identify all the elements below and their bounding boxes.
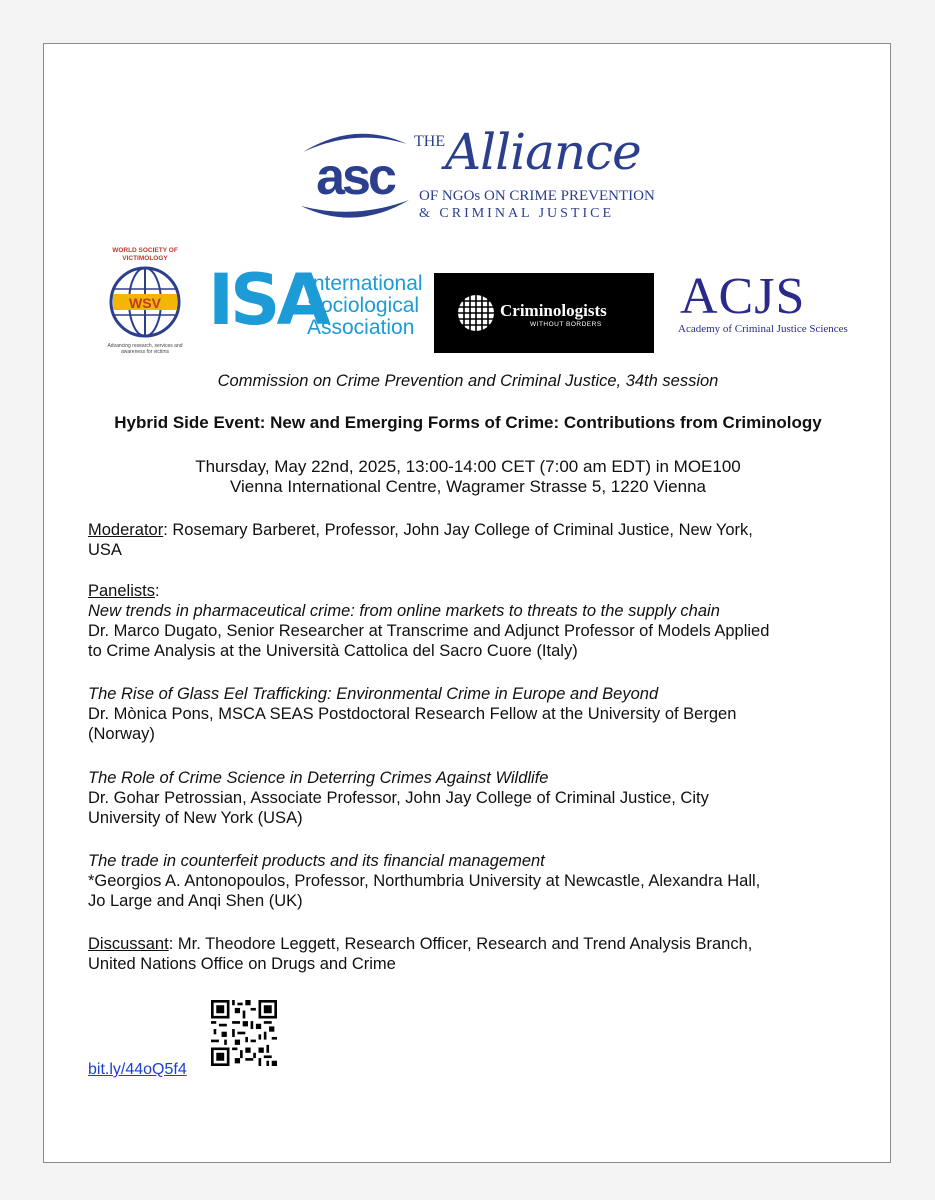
panel-item <box>88 601 858 661</box>
wsv-tagline2: awareness for victims <box>120 349 170 355</box>
isa-word3: Association <box>307 316 415 339</box>
commission-line: Commission on Crime Prevention and Criminal Justice, 34th session <box>217 372 719 390</box>
asc-the: THE <box>414 133 446 150</box>
asc-line2: & CRIMINAL JUSTICE <box>419 206 615 221</box>
asc-alliance: Alliance <box>445 123 641 181</box>
event-link[interactable]: bit.ly/44oQ5f4 <box>88 1061 187 1078</box>
panel-item <box>88 684 858 744</box>
panel-speaker: University of New York (USA) <box>88 809 303 827</box>
panel-topic: New trends in pharmaceutical crime: from online markets to threats to the supply chain <box>88 602 720 620</box>
wsv-name-line1: WORLD SOCIETY OF <box>112 247 178 254</box>
wsv-logo <box>106 247 184 369</box>
discussant-label: Discussant <box>88 935 169 953</box>
acjs-tagline: Academy of Criminal Justice Sciences <box>678 323 848 335</box>
panel-item <box>88 851 858 911</box>
asc-swoosh-icon <box>295 122 415 230</box>
venue-line: Vienna International Centre, Wagramer Strasse 5, 1220 Vienna <box>230 477 706 496</box>
panel-speaker: to Crime Analysis at the Università Cattolica del Sacro Cuore (Italy) <box>88 642 578 660</box>
panel-speaker: Dr. Marco Dugato, Senior Researcher at Transcrime and Adjunct Professor of Models Applied <box>88 622 770 640</box>
panel-speaker: *Georgios A. Antonopoulos, Professor, Northumbria University at Newcastle, Alexandra Hall, <box>88 872 761 890</box>
wsv-name-line2: VICTIMOLOGY <box>122 255 168 262</box>
discussant-text2: United Nations Office on Drugs and Crime <box>88 955 396 973</box>
panel-speaker: Dr. Mònica Pons, MSCA SEAS Postdoctoral Research Fellow at the University of Bergen <box>88 705 737 723</box>
qr-code-icon <box>211 1000 277 1066</box>
wsv-tagline1: Advancing research, services and <box>107 343 183 349</box>
date-line: Thursday, May 22nd, 2025, 13:00-14:00 CET (7:00 am EDT) in MOE100 <box>195 457 741 476</box>
cwb-logo <box>434 273 654 353</box>
cwb-subtitle: WITHOUT BORDERS <box>530 321 602 328</box>
panel-item <box>88 768 858 828</box>
asc-mark: asc <box>316 148 394 206</box>
isa-word1: International <box>307 272 423 295</box>
globe-grid-icon <box>456 293 496 333</box>
asc-line1: OF NGOs ON CRIME PREVENTION <box>419 188 655 204</box>
cwb-title: Criminologists <box>500 301 607 320</box>
panel-topic: The Role of Crime Science in Deterring Crimes Against Wildlife <box>88 769 549 787</box>
moderator-text: : Rosemary Barberet, Professor, John Jay College of Criminal Justice, New York, <box>163 521 753 539</box>
isa-word2: Sociological <box>307 294 420 317</box>
isa-initials: ISA <box>208 259 327 341</box>
panel-speaker: Dr. Gohar Petrossian, Associate Professor, John Jay College of Criminal Justice, City <box>88 789 709 807</box>
panel-topic: The trade in counterfeit products and its financial management <box>88 852 545 870</box>
panel-speaker: Jo Large and Anqi Shen (UK) <box>88 892 303 910</box>
panelists-label: Panelists <box>88 582 155 600</box>
event-title: Hybrid Side Event: New and Emerging Forms of Crime: Contributions from Criminology <box>114 413 822 432</box>
wsv-initials: WSV <box>129 295 161 311</box>
moderator-label: Moderator <box>88 521 164 539</box>
moderator <box>88 520 858 560</box>
flyer-page <box>43 43 891 1163</box>
panel-speaker: (Norway) <box>88 725 155 743</box>
panelists-heading <box>88 581 858 601</box>
asc-alliance-logo <box>295 122 655 230</box>
isa-logo <box>208 256 438 340</box>
globe-icon <box>108 264 182 340</box>
moderator-text2: USA <box>88 541 122 559</box>
discussant-text: : Mr. Theodore Leggett, Research Officer, Research and Trend Analysis Branch, <box>168 935 753 953</box>
acjs-logo <box>676 268 848 335</box>
panel-topic: The Rise of Glass Eel Trafficking: Environmental Crime in Europe and Beyond <box>88 685 659 703</box>
panelists-colon: : <box>154 582 160 600</box>
discussant <box>88 934 858 974</box>
acjs-letters: ACJS <box>680 268 806 325</box>
